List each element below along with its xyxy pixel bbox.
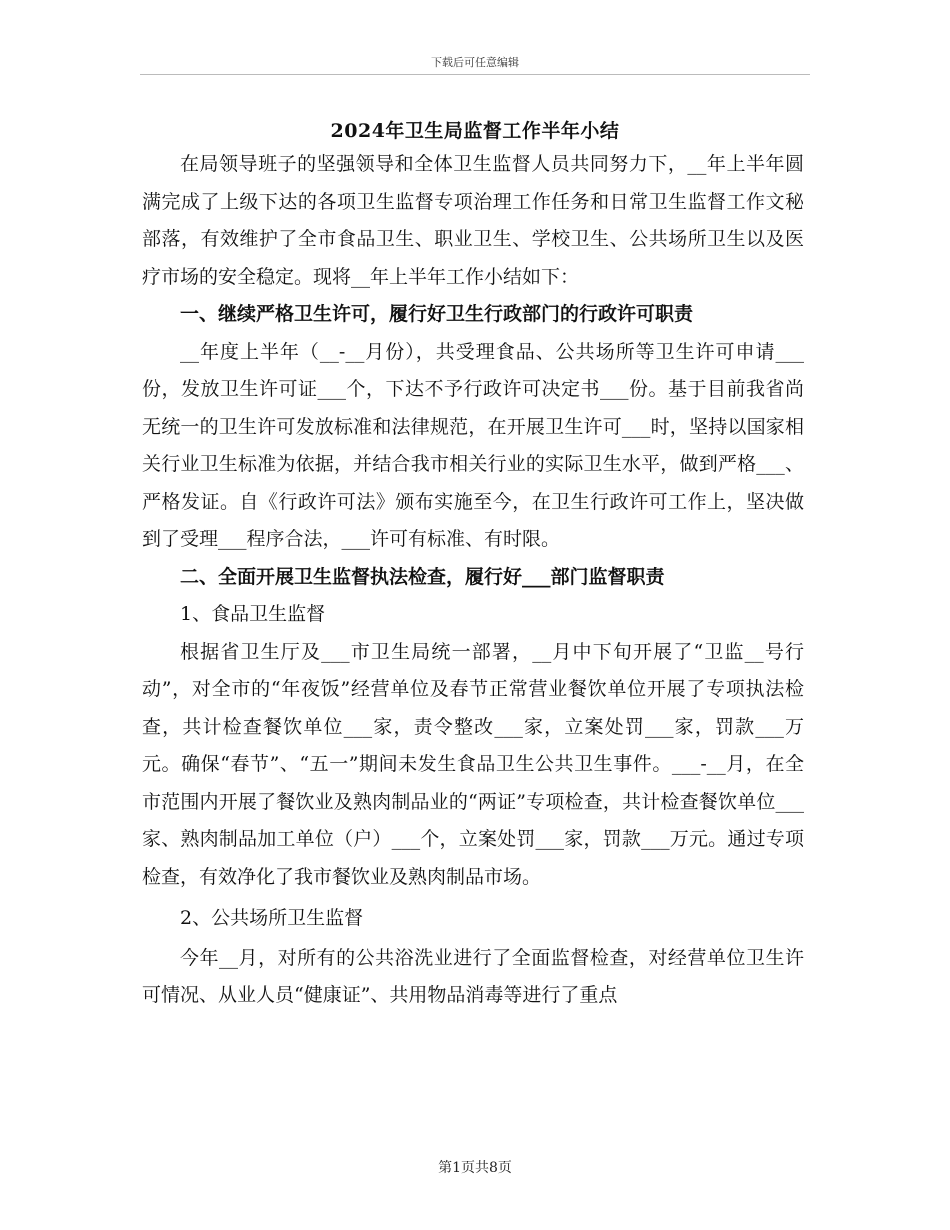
document-body [142,146,804,1015]
subsection-heading-public-places: 2、公共场所卫生监督 [180,907,364,929]
subsection-heading-food: 1、食品卫生监督 [180,603,326,625]
page-header: 下载后可任意编辑 [431,56,519,69]
section-heading-2: 二、全面开展卫生监督执法检查，履行好___部门监督职责 [180,565,665,588]
document-title: 2024年卫生局监督工作半年小结 [330,120,620,142]
header-divider [140,74,810,75]
section-heading-1: 一、继续严格卫生许可，履行好卫生行政部门的行政许可职责 [180,303,694,325]
food-supervision-paragraph: 根据省卫生厅及___市卫生局统一部署，__月中下旬开展了“卫监__号行动”，对全市的“年夜饭”经营单位及春节正常营业餐饮单位开展了专项执法检查，共计检查餐饮单位___家，责令整改___家，立案处罚___家，罚款___万元。确保“春节”、“五一”期间未发生食品卫生公共卫生事件。___-__月，在全市范围内开展了餐饮业及熟肉制品业的“两证”专项检查，共计检查餐饮单位___家、熟肉制品加工单位（户）___个，立案处罚___家，罚款___万元。通过专项检查，有效净化了我市餐饮业及熟肉制品市场。 [142,640,804,888]
section-1-paragraph: __年度上半年（__-__月份），共受理食品、公共场所等卫生许可申请___份，发放卫生许可证___个，下达不予行政许可决定书___份。基于目前我省尚无统一的卫生许可发放标准和法律规范，在开展卫生许可___时，坚持以国家相关行业卫生标准为依据，并结合我市相关行业的实际卫生水平，做到严格___、严格发证。自《行政许可法》颁布实施至今，在卫生行政许可工作上，坚决做到了受理___程序合法，___许可有标准、有时限。 [142,340,804,550]
page-footer: 第1页共8页 [438,1160,512,1176]
public-places-paragraph: 今年__月，对所有的公共浴洗业进行了全面监督检查，对经营单位卫生许可情况、从业人员“健康证”、共用物品消毒等进行了重点 [142,946,804,1006]
intro-paragraph: 在局领导班子的坚强领导和全体卫生监督人员共同努力下，__年上半年圆满完成了上级下达的各项卫生监督专项治理工作任务和日常卫生监督工作文秘部落，有效维护了全市食品卫生、职业卫生、学校卫生、公共场所卫生以及医疗市场的安全稳定。现将__年上半年工作小结如下： [142,153,804,288]
